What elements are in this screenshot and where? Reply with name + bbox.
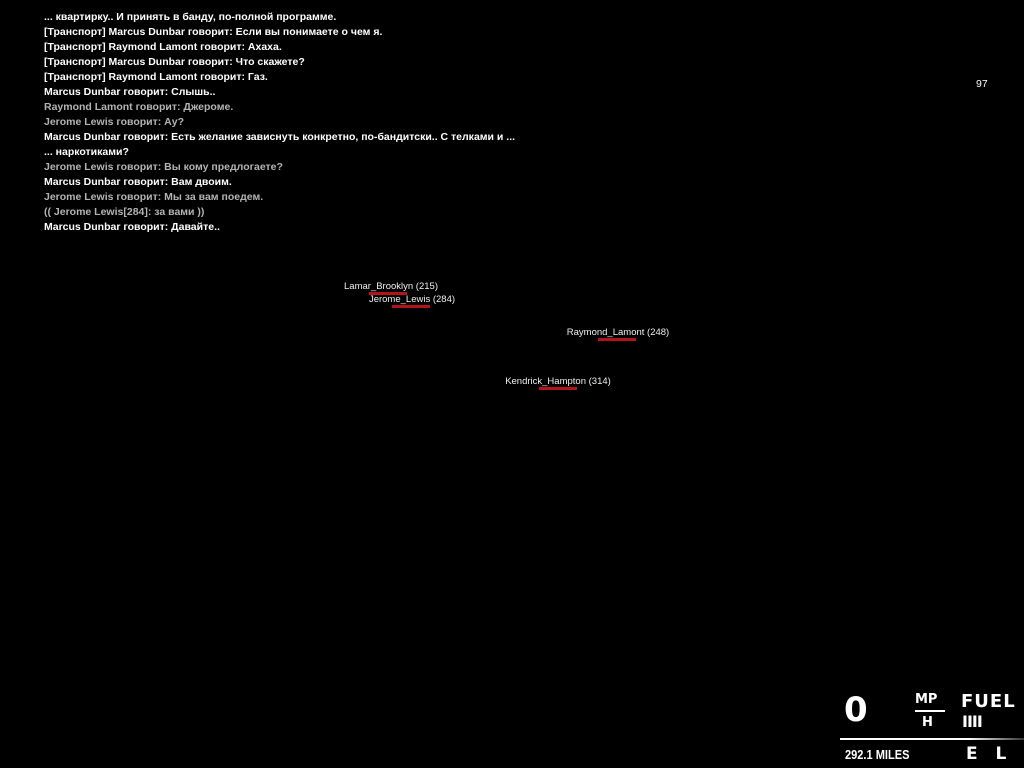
player-health-bar	[539, 387, 577, 390]
fuel-label: FUEL	[961, 691, 1016, 712]
speed-unit-top: MP	[915, 692, 938, 707]
fps-counter: 97	[976, 78, 988, 90]
chat-line: [Транспорт] Marcus Dunbar говорит: Если вы понимаете о чем я.	[44, 26, 383, 38]
chat-line: Marcus Dunbar говорит: Вам двоим.	[44, 176, 232, 188]
chat-line: [Транспорт] Marcus Dunbar говорит: Что скажете?	[44, 56, 305, 68]
chat-line: (( Jerome Lewis[284]: за вами ))	[44, 206, 205, 218]
fuel-gauge: IIII	[962, 712, 982, 731]
chat-line: Jerome Lewis говорит: Вы кому предлогаете?	[44, 161, 283, 173]
chat-line: Marcus Dunbar говорит: Есть желание зависнуть конкретно, по-бандитски.. С телками и ...	[44, 131, 516, 143]
player-health-bar	[392, 305, 430, 308]
player-nametag[interactable]	[360, 294, 464, 308]
mileage-readout: 292.1 MILES	[845, 747, 910, 762]
chat-line: Jerome Lewis говорит: Ау?	[44, 116, 185, 128]
chat-line: ... наркотиками?	[44, 146, 129, 158]
vehicle-status-indicators: E L	[966, 744, 1013, 764]
chat-log	[44, 10, 664, 235]
chat-line: [Транспорт] Raymond Lamont говорит: Газ.	[44, 71, 268, 83]
speed-unit-bottom: H	[922, 715, 933, 730]
player-nametag[interactable]	[336, 281, 446, 295]
chat-line: [Транспорт] Raymond Lamont говорит: Ахаха.	[44, 41, 282, 53]
speed-unit-divider	[915, 710, 945, 712]
chat-line: Marcus Dunbar говорит: Давайте..	[44, 221, 220, 233]
player-name: Lamar_Brooklyn (215)	[344, 281, 438, 292]
player-name: Kendrick_Hampton (314)	[505, 376, 611, 387]
player-name: Jerome_Lewis (284)	[368, 294, 456, 305]
player-name: Raymond_Lamont (248)	[566, 327, 670, 338]
speed-value: 0	[844, 690, 868, 730]
chat-line: Marcus Dunbar говорит: Слышь..	[44, 86, 216, 98]
speedometer-hud	[840, 690, 1024, 768]
chat-line: ... квартирку.. И принять в банду, по-полной программе.	[44, 11, 337, 23]
player-health-bar	[598, 338, 636, 341]
player-nametag[interactable]	[496, 376, 620, 390]
chat-line: Raymond Lamont говорит: Джероме.	[44, 101, 234, 113]
player-nametag[interactable]	[558, 327, 678, 341]
hud-divider	[840, 738, 1024, 740]
chat-line: Jerome Lewis говорит: Мы за вам поедем.	[44, 191, 264, 203]
